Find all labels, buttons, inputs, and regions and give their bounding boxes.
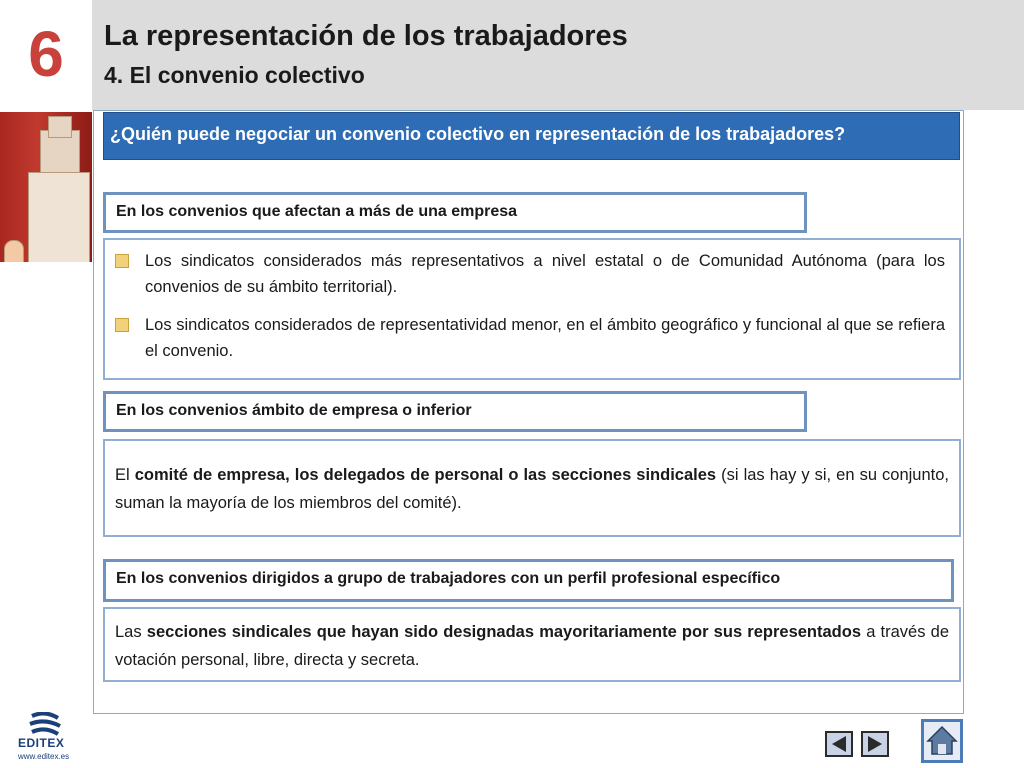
section-header-professional-group <box>103 559 954 602</box>
paragraph-text: (si las hay y si, en su conjunto, suman la mayoría de los miembros del comité). <box>115 466 950 512</box>
next-slide-button[interactable] <box>861 731 889 757</box>
checkbox-bullet-icon <box>115 254 129 268</box>
paragraph-text: a través de votación personal, libre, directa y secreta. <box>115 623 950 669</box>
logo-url: www.editex.es <box>18 752 70 761</box>
section-content-company-level <box>103 439 961 537</box>
logo-text: EDITEX <box>18 736 65 750</box>
section-heading: En los convenios dirigidos a grupo de trabajadores con un perfil profesional específico <box>116 570 781 587</box>
paragraph-text: El <box>115 466 135 484</box>
triangle-left-icon <box>827 733 851 755</box>
list-item-text: Los sindicatos considerados de representatividad menor, en el ámbito geográfico y funcional al que se refiera el convenio. <box>145 316 945 360</box>
list-item <box>115 312 945 364</box>
paragraph-emphasis: secciones sindicales que hayan sido designadas mayoritariamente por sus representados <box>146 623 862 641</box>
question-text: ¿Quién puede negociar un convenio colectivo en representación de los trabajadores? <box>110 124 846 144</box>
checkbox-bullet-icon <box>115 318 129 332</box>
home-icon <box>924 722 960 760</box>
side-decorative-image <box>0 112 92 262</box>
section-header-company-level <box>103 391 807 432</box>
paragraph-emphasis: comité de empresa, los delegados de personal o las secciones sindicales <box>134 466 717 484</box>
section-header-multi-company <box>103 192 807 233</box>
previous-slide-button[interactable] <box>825 731 853 757</box>
page-subtitle: 4. El convenio colectivo <box>104 62 365 88</box>
triangle-right-icon <box>863 733 887 755</box>
section-heading: En los convenios que afectan a más de una empresa <box>116 203 518 220</box>
header-band <box>92 0 1024 110</box>
paragraph-text: Las <box>115 623 147 641</box>
page-title: La representación de los trabajadores <box>104 20 628 52</box>
list-item <box>115 248 945 300</box>
section-content-multi-company <box>103 238 961 380</box>
section-paragraph <box>115 461 949 517</box>
section-heading: En los convenios ámbito de empresa o inferior <box>116 402 472 419</box>
list-item-text: Los sindicatos considerados más representativos a nivel estatal o de Comunidad Autónoma (para los convenios de su ámbito territorial). <box>145 252 945 296</box>
home-button[interactable] <box>921 719 963 763</box>
section-paragraph <box>115 618 949 674</box>
chapter-number: 6 <box>28 18 64 90</box>
section-content-professional-group <box>103 607 961 682</box>
